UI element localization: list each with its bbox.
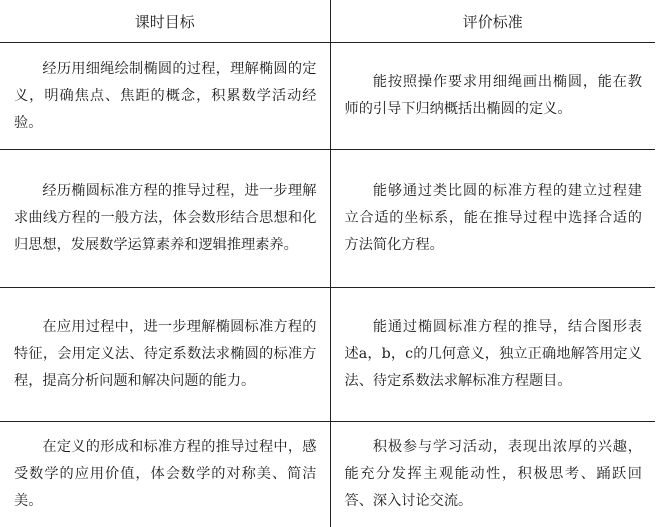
criteria-text: 积极参与学习活动，表现出浓厚的兴趣，能充分发挥主观能动性，积极思考、踊跃回答、深入讨论交流。 — [345, 434, 643, 515]
objective-cell — [0, 43, 330, 150]
criteria-cell — [330, 43, 655, 150]
objective-text: 在定义的形成和标准方程的推导过程中，感受数学的应用价值，体会数学的对称美、简洁美。 — [14, 434, 317, 515]
objective-text: 经历用细绳绘制椭圆的过程，理解椭圆的定义，明确焦点、焦距的概念，积累数学活动经验。 — [14, 56, 317, 137]
objective-cell — [0, 422, 330, 527]
criteria-cell — [330, 422, 655, 527]
objective-text: 经历椭圆标准方程的推导过程，进一步理解求曲线方程的一般方法，体会数形结合思想和化归思想，发展数学运算素养和逻辑推理素养。 — [14, 178, 317, 259]
objective-cell — [0, 288, 330, 422]
header-criteria: 评价标准 — [330, 0, 655, 43]
header-objective: 课时目标 — [0, 0, 330, 43]
table-row — [0, 150, 655, 288]
table-row — [0, 422, 655, 527]
criteria-text: 能通过椭圆标准方程的推导，结合图形表述a，b，c的几何意义，独立正确地解答用定义法、待定系数法求解标准方程题目。 — [345, 314, 643, 395]
criteria-text: 能按照操作要求用细绳画出椭圆，能在教师的引导下归纳概括出椭圆的定义。 — [345, 69, 643, 123]
objective-text: 在应用过程中，进一步理解椭圆标准方程的特征，会用定义法、待定系数法求椭圆的标准方程，提高分析问题和解决问题的能力。 — [14, 314, 317, 395]
header-row — [0, 0, 655, 43]
criteria-cell — [330, 150, 655, 288]
criteria-text: 能够通过类比圆的标准方程的建立过程建立合适的坐标系，能在推导过程中选择合适的方法简化方程。 — [345, 178, 643, 259]
table-row — [0, 43, 655, 150]
table-row — [0, 288, 655, 422]
objective-cell — [0, 150, 330, 288]
criteria-cell — [330, 288, 655, 422]
